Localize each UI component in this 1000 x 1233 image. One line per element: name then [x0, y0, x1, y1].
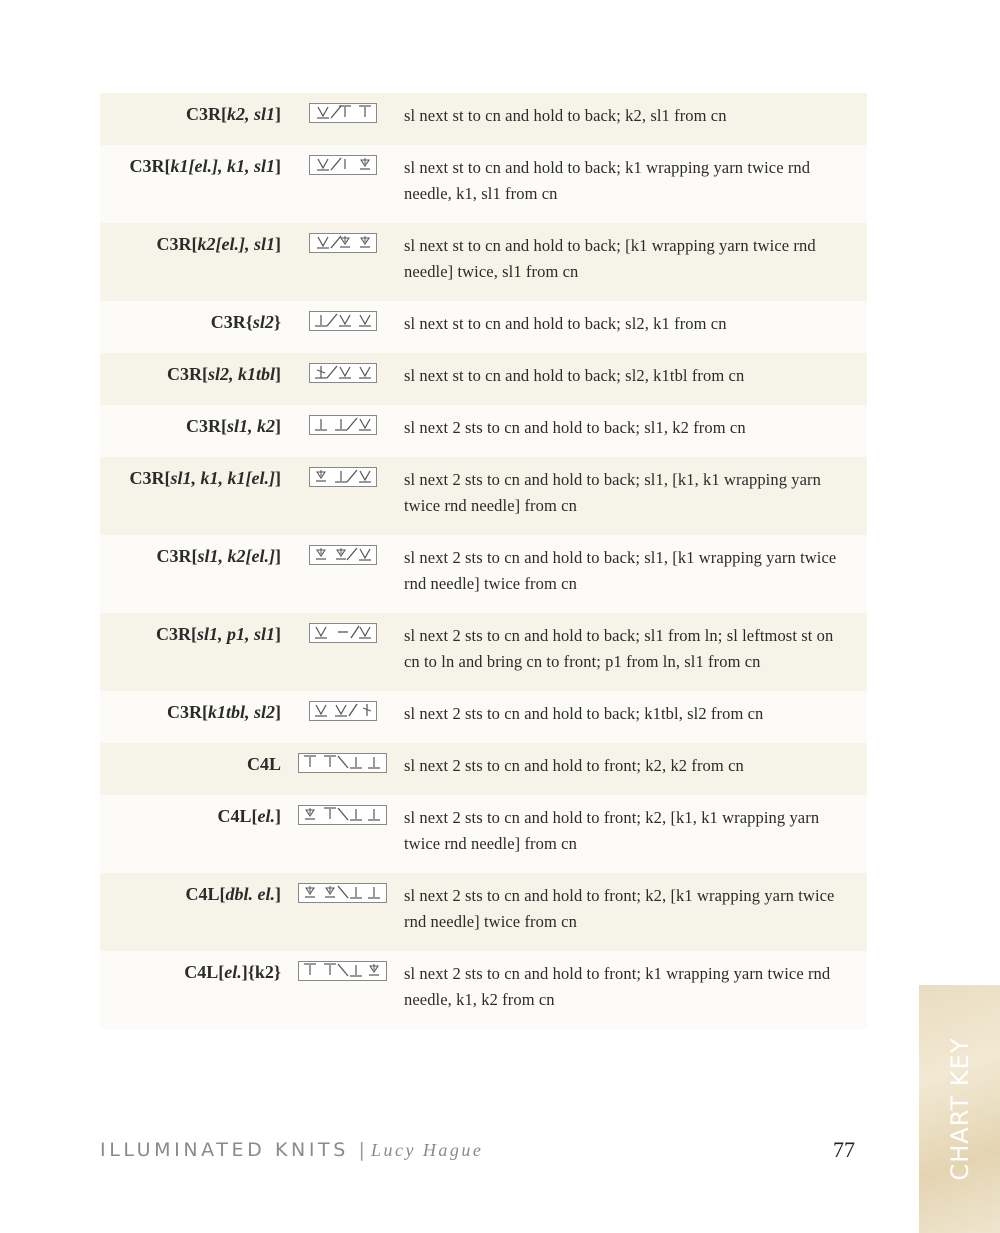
chart-symbol-icon [298, 883, 387, 903]
abbr-main: C4L[ [185, 884, 226, 904]
chart-symbol-cell [281, 795, 404, 825]
abbr-end: } [273, 312, 281, 332]
stitch-abbreviation [100, 691, 281, 723]
stitch-abbreviation [100, 457, 281, 489]
chart-symbol-icon [309, 103, 377, 123]
key-row [100, 795, 867, 873]
stitch-description: sl next st to cn and hold to back; k2, sl1 from cn [404, 106, 727, 125]
chart-symbol-cell [281, 301, 404, 331]
abbr-italic: sl2 [252, 312, 274, 332]
abbr-italic: el. [224, 962, 242, 982]
abbr-main: C4L[ [184, 962, 225, 982]
abbr-main: C4L [246, 754, 281, 774]
chart-symbol-cell [281, 145, 404, 175]
stitch-description: sl next st to cn and hold to back; sl2, k1tbl from cn [404, 366, 745, 385]
chart-symbol-icon [309, 545, 377, 565]
footer-title-text: ILLUMINATED KNITS [100, 1139, 349, 1161]
stitch-description: sl next st to cn and hold to back; sl2, k1 from cn [404, 314, 727, 333]
chart-symbol-icon [309, 233, 377, 253]
stitch-description: sl next 2 sts to cn and hold to back; sl1, [k1, k1 wrapping yarn twice rnd needle] from cn [404, 470, 822, 515]
stitch-abbreviation [100, 613, 281, 645]
abbr-end: ] [275, 156, 281, 176]
abbr-italic: k2, sl1 [226, 104, 275, 124]
abbr-end: ] [275, 234, 281, 254]
stitch-abbreviation [100, 93, 281, 125]
stitch-description: sl next 2 sts to cn and hold to front; k2, k2 from cn [404, 756, 744, 775]
footer-book-title [100, 1139, 483, 1161]
stitch-description: sl next 2 sts to cn and hold to front; k2, [k1 wrapping yarn twice rnd needle] twice from cn [404, 886, 835, 931]
abbr-end: ] [275, 702, 281, 722]
abbr-end: ] [275, 416, 281, 436]
abbr-end: ] [275, 364, 281, 384]
abbr-italic: k1tbl, sl2 [207, 702, 275, 722]
key-row [100, 873, 867, 951]
key-row [100, 613, 867, 691]
stitch-abbreviation [100, 353, 281, 385]
chart-symbol-cell [281, 613, 404, 643]
abbr-italic: k1[el.], k1, sl1 [170, 156, 275, 176]
chart-symbol-icon [298, 805, 387, 825]
abbr-italic: k2[el.], sl1 [197, 234, 275, 254]
chart-key-table [100, 93, 867, 1029]
chart-symbol-cell [281, 457, 404, 487]
stitch-description: sl next 2 sts to cn and hold to front; k2, [k1, k1 wrapping yarn twice rnd needle] from cn [404, 808, 820, 853]
stitch-abbreviation [100, 301, 281, 333]
abbr-main: C3R{ [210, 312, 253, 332]
chart-symbol-cell [281, 691, 404, 721]
abbr-main: C3R[ [185, 416, 227, 436]
abbr-end: ] [275, 806, 281, 826]
stitch-description: sl next 2 sts to cn and hold to front; k1 wrapping yarn twice rnd needle, k1, k2 from cn [404, 964, 831, 1009]
key-row [100, 353, 867, 405]
abbr-main: C3R[ [166, 702, 208, 722]
stitch-abbreviation [100, 535, 281, 567]
abbr-main: C3R[ [166, 364, 208, 384]
key-row [100, 301, 867, 353]
chart-symbol-icon [309, 363, 377, 383]
chart-symbol-icon [298, 961, 387, 981]
abbr-italic: sl1, k1, k1[el.] [170, 468, 275, 488]
abbr-main: C3R[ [185, 104, 227, 124]
key-row [100, 405, 867, 457]
stitch-abbreviation [100, 405, 281, 437]
footer-author: Lucy Hague [370, 1140, 484, 1160]
abbr-italic: dbl. el. [225, 884, 275, 904]
abbr-end: ] [275, 546, 281, 566]
chart-symbol-cell [281, 353, 404, 383]
abbr-main: C3R[ [156, 234, 198, 254]
stitch-abbreviation [100, 873, 281, 905]
stitch-description: sl next st to cn and hold to back; [k1 wrapping yarn twice rnd needle] twice, sl1 from cn [404, 236, 816, 281]
stitch-description: sl next 2 sts to cn and hold to back; k1tbl, sl2 from cn [404, 704, 764, 723]
chart-symbol-icon [298, 753, 387, 773]
chart-symbol-cell [281, 223, 404, 253]
abbr-end: ] [275, 884, 281, 904]
abbr-end: ]{k2} [241, 962, 281, 982]
stitch-description: sl next 2 sts to cn and hold to back; sl1, k2 from cn [404, 418, 746, 437]
abbr-main: C3R[ [155, 624, 197, 644]
key-row [100, 93, 867, 145]
chart-symbol-cell [281, 535, 404, 565]
footer-separator: | [358, 1139, 365, 1161]
chart-symbol-cell [281, 951, 404, 981]
chart-symbol-icon [309, 467, 377, 487]
stitch-abbreviation [100, 145, 281, 177]
key-row [100, 457, 867, 535]
key-row [100, 691, 867, 743]
abbr-italic: sl1, k2 [226, 416, 275, 436]
chart-symbol-cell [281, 743, 404, 773]
abbr-italic: sl2, k1tbl [207, 364, 275, 384]
side-tab [919, 985, 1000, 1233]
abbr-italic: el. [257, 806, 275, 826]
key-row [100, 535, 867, 613]
abbr-main: C3R[ [156, 546, 198, 566]
key-row [100, 145, 867, 223]
page-number: 77 [833, 1137, 855, 1162]
side-tab-label: CHART KEY [945, 1037, 974, 1181]
abbr-main: C3R[ [129, 468, 171, 488]
chart-symbol-icon [309, 623, 377, 643]
chart-symbol-cell [281, 873, 404, 903]
stitch-abbreviation [100, 743, 281, 775]
key-row [100, 951, 867, 1029]
abbr-end: ] [275, 624, 281, 644]
abbr-main: C3R[ [129, 156, 171, 176]
stitch-abbreviation [100, 951, 281, 983]
abbr-italic: sl1, p1, sl1 [196, 624, 275, 644]
chart-symbol-icon [309, 415, 377, 435]
chart-symbol-icon [309, 155, 377, 175]
chart-symbol-cell [281, 93, 404, 123]
abbr-italic: sl1, k2[el.] [197, 546, 275, 566]
stitch-description: sl next 2 sts to cn and hold to back; sl1, [k1 wrapping yarn twice rnd needle] twice from cn [404, 548, 837, 593]
stitch-description: sl next st to cn and hold to back; k1 wrapping yarn twice rnd needle, k1, sl1 from cn [404, 158, 811, 203]
chart-symbol-icon [309, 701, 377, 721]
abbr-main: C4L[ [217, 806, 258, 826]
stitch-abbreviation [100, 795, 281, 827]
abbr-end: ] [275, 468, 281, 488]
stitch-description: sl next 2 sts to cn and hold to back; sl1 from ln; sl leftmost st on cn to ln and bring cn to front; p1 from ln, sl1 from cn [404, 626, 834, 671]
chart-symbol-cell [281, 405, 404, 435]
key-row [100, 223, 867, 301]
chart-symbol-icon [309, 311, 377, 331]
abbr-end: ] [275, 104, 281, 124]
key-row [100, 743, 867, 795]
stitch-abbreviation [100, 223, 281, 255]
